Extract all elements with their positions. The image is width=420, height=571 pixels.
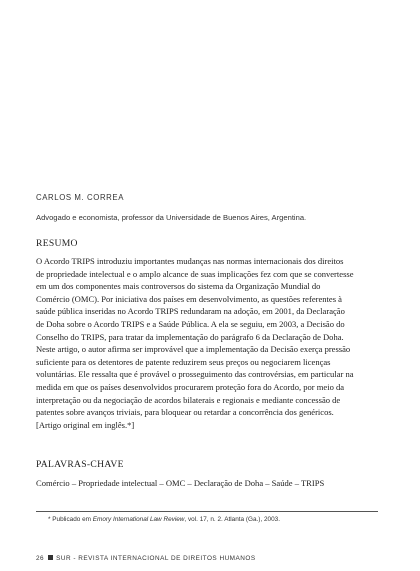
author-affiliation: Advogado e economista, professor da Universidade de Buenos Aires, Argentina. — [36, 213, 307, 222]
abstract-line: [Artigo original em inglês.*] — [36, 419, 135, 430]
abstract-line: voluntárias. Ele ressalta que é provável o prosseguimento das controvérsias, em particular na — [36, 369, 354, 380]
abstract-line: de propriedade intelectual e o amplo alcance de suas implicações fez com que se convertesse — [36, 268, 354, 279]
footnote-journal: Emory International Law Review — [92, 516, 185, 523]
author-name: CARLOS M. CORREA — [36, 193, 125, 202]
abstract-line: de Doha sobre o Acordo TRIPS e a Saúde Pública. A ela se seguiu, em 2003, a Decisão do — [36, 318, 345, 329]
keywords-list: Comércio – Propriedade intelectual – OMC – Declaração de Doha – Saúde – TRIPS — [36, 478, 325, 488]
keywords-heading: PALAVRAS-CHAVE — [36, 459, 124, 470]
abstract-heading: RESUMO — [36, 238, 78, 249]
abstract-line: em um dos componentes mais controversos do sistema da Organização Mundial do — [36, 281, 321, 292]
journal-name: SUR - REVISTA INTERNACIONAL DE DIREITOS HUMANOS — [56, 555, 256, 562]
abstract-line: Neste artigo, o autor afirma ser improvável que a implementação da Decisão exerça pressão — [36, 344, 351, 355]
footnote-divider — [36, 511, 378, 512]
page-footer — [36, 555, 256, 562]
abstract-line: patentes sobre avanços triviais, para bloquear ou retardar a concorrência dos genéricos. — [36, 407, 334, 418]
page-number: 26 — [36, 555, 45, 562]
footnote-prefix: * Publicado em — [48, 516, 93, 523]
abstract-line: suficiente para os detentores de patente reduzirem seus preços ou negociarem licenças — [36, 356, 331, 367]
abstract-line: interpretação ou da negociação de acordos bilaterais e regionais e mediante concessão de — [36, 394, 341, 405]
abstract-line: medida em que os países desenvolvidos procurarem proteção fora do Acordo, por meio da — [36, 381, 345, 392]
abstract-line: Comércio (OMC). Por iniciativa dos países em desenvolvimento, as questões referentes à — [36, 293, 342, 304]
footnote — [48, 516, 280, 523]
abstract-body — [36, 255, 384, 431]
abstract-line: O Acordo TRIPS introduziu importantes mudanças nas normas internacionais dos direitos — [36, 256, 344, 266]
square-bullet-icon — [48, 555, 53, 560]
abstract-line: Conselho do TRIPS, para tratar da implementação do parágrafo 6 da Declaração de Doha. — [36, 331, 344, 342]
abstract-line: saúde pública inseridas no Acordo TRIPS redundaram na adoção, em 2001, da Declaração — [36, 306, 345, 317]
footnote-suffix: , vol. 17, n. 2. Atlanta (Ga.), 2003. — [184, 516, 280, 523]
